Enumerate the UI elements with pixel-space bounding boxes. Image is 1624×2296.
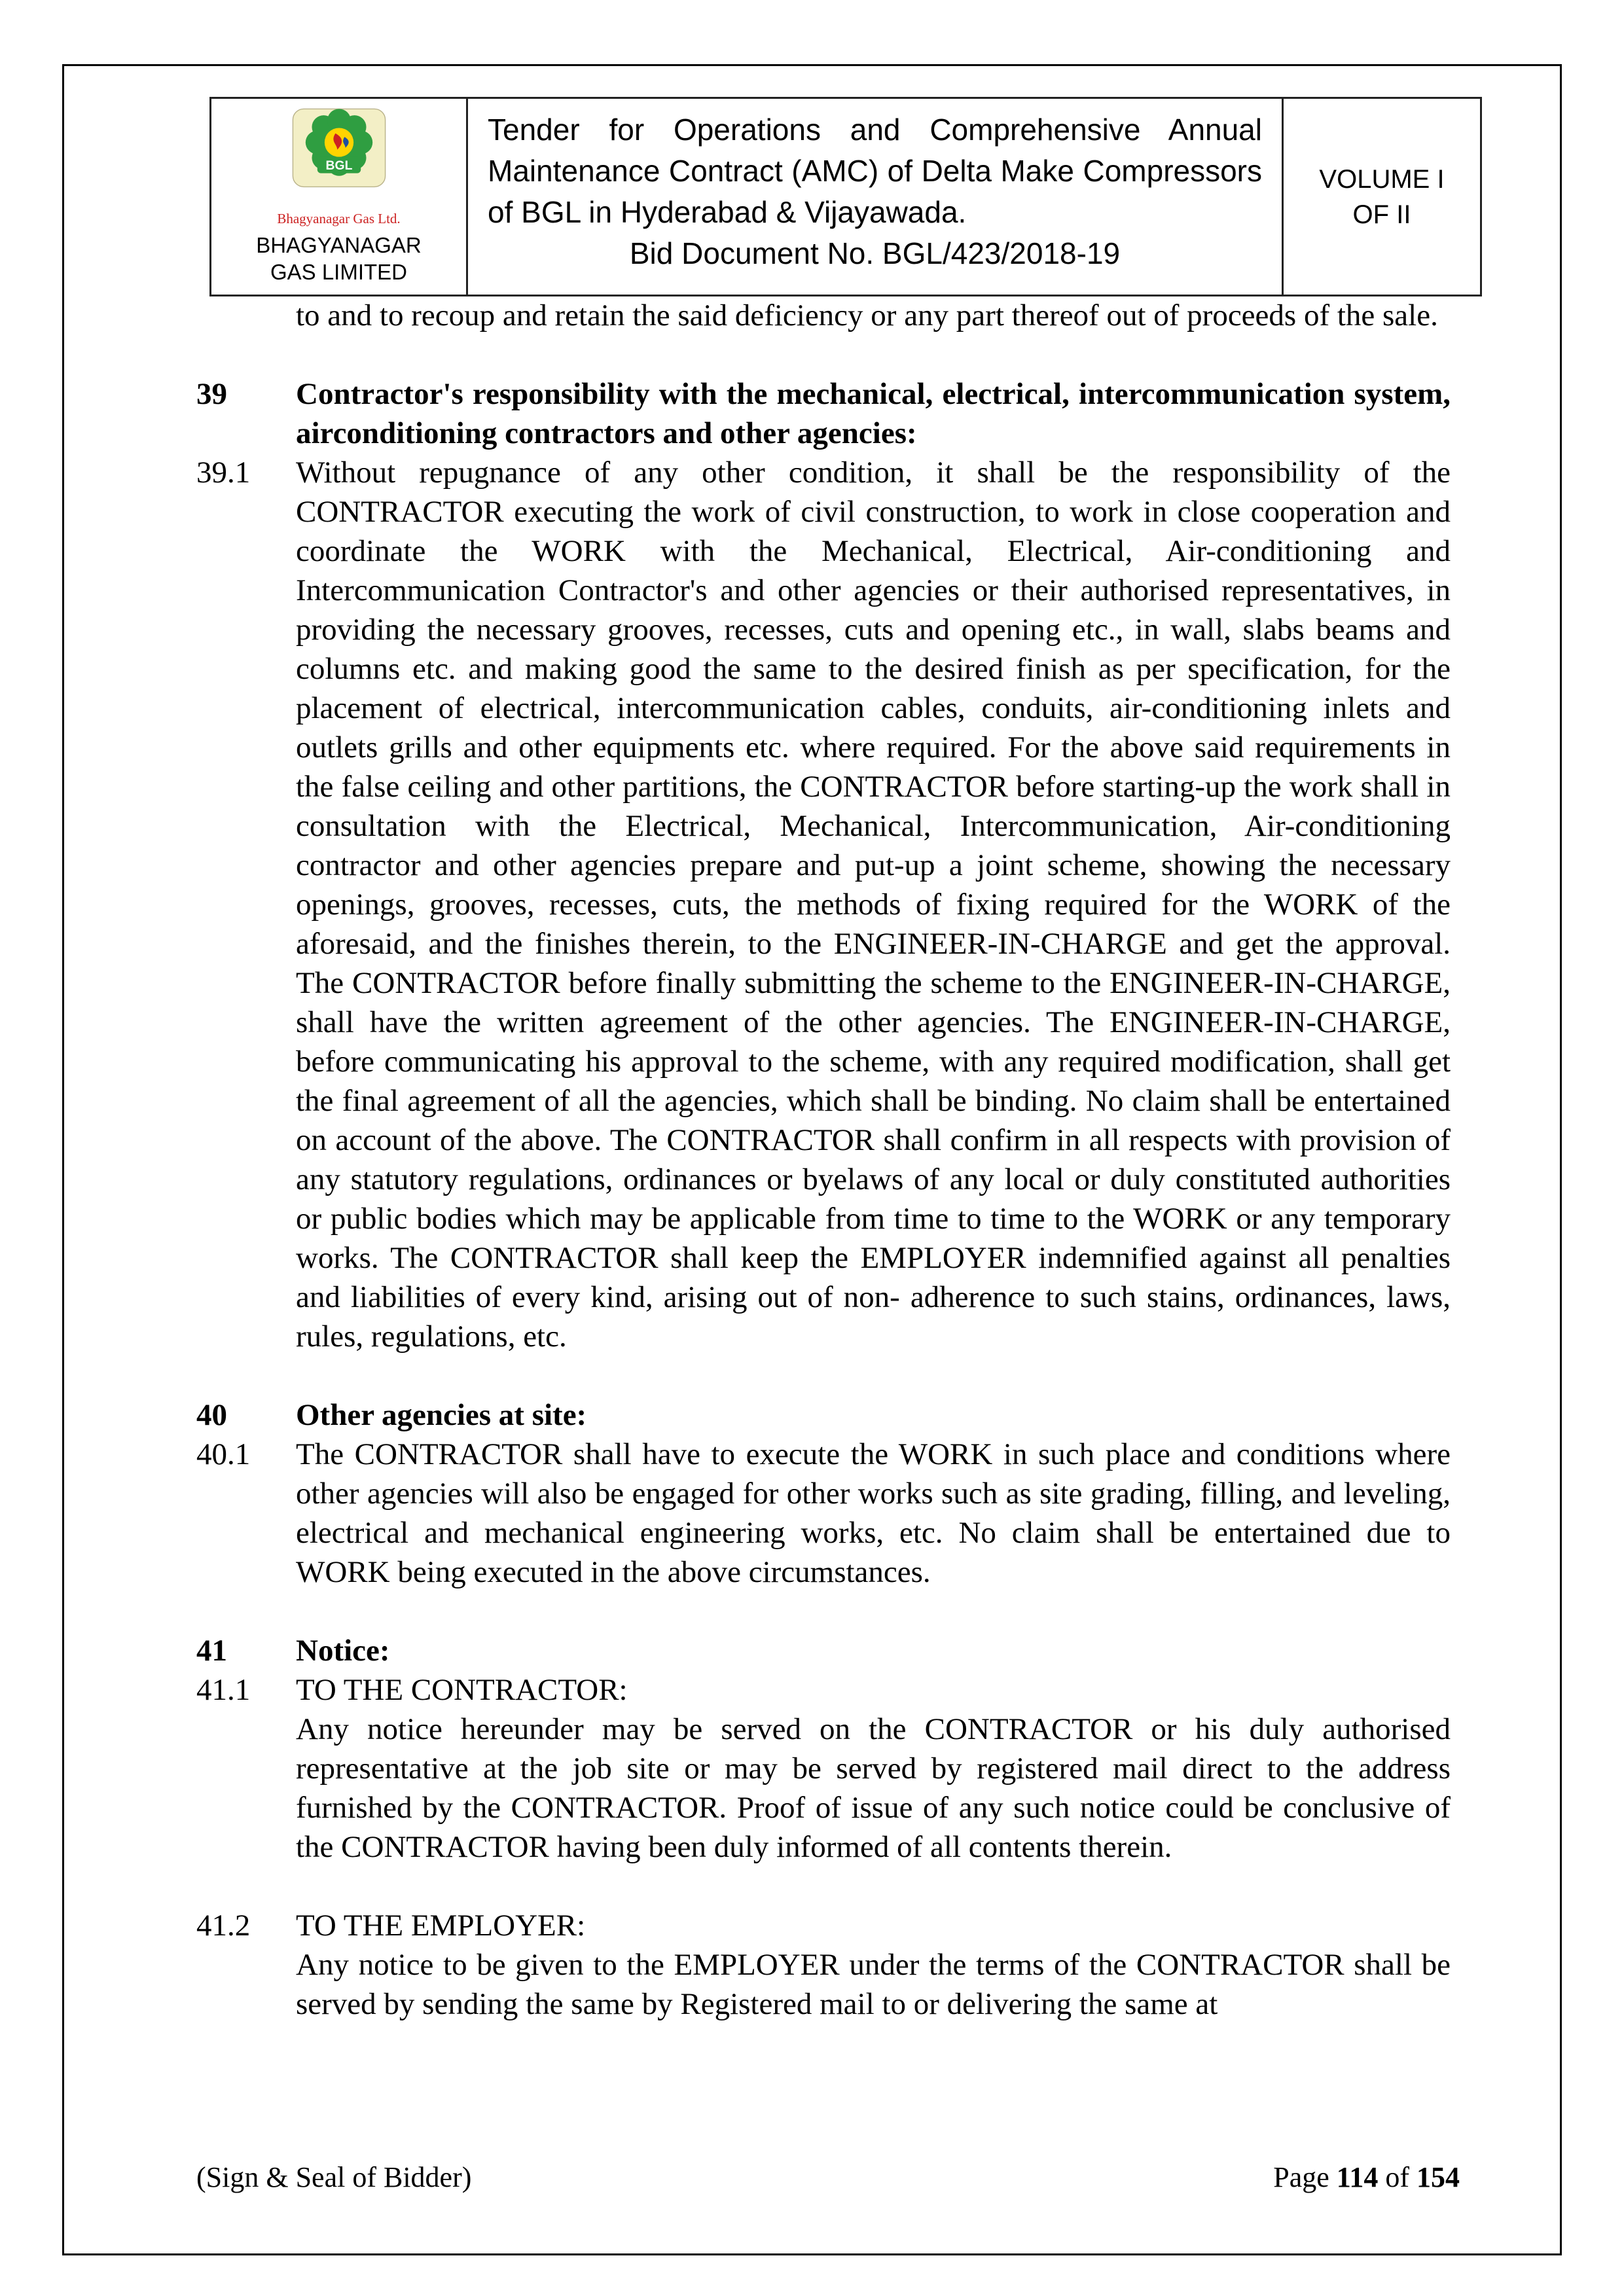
page-of-label: of — [1385, 2161, 1409, 2193]
header-table — [209, 97, 1482, 296]
clause-number: 39.1 — [196, 456, 251, 490]
clause-41-2-subheading: TO THE EMPLOYER: — [296, 1909, 586, 1943]
clause-41-1-subheading: TO THE CONTRACTOR: — [296, 1673, 628, 1707]
org-name: BHAGYANAGAR GAS LIMITED — [256, 233, 422, 284]
clause-39-heading-row — [196, 374, 1451, 453]
volume-line2: OF II — [1352, 200, 1411, 229]
clause-40-1-paragraph: The CONTRACTOR shall have to execute the WORK in such place and conditions where other agencies will also be engaged for other works such as site grading, filling, and leveling, electrical and mechanical engineering works, etc. No claim shall be entertained due to WORK being executed in the above circumstances. — [296, 1437, 1451, 1589]
clause-41-heading: Notice: — [296, 1634, 390, 1668]
clause-number: 40 — [196, 1398, 227, 1432]
clause-41-2-paragraph: Any notice to be given to the EMPLOYER under the terms of the CONTRACTOR shall be served by sending the same by Registered mail to or delivering the same at — [296, 1948, 1451, 2021]
volume-cell — [1284, 99, 1480, 295]
clause-number: 41.2 — [196, 1909, 251, 1943]
page-number — [1273, 2160, 1460, 2195]
title-cell — [468, 99, 1284, 295]
clause-41-2-subheading-row — [196, 1906, 1451, 1945]
clause-number: 41.1 — [196, 1673, 251, 1707]
clause-39-1-row — [196, 453, 1451, 1356]
clause-41-2-paragraph-row — [196, 1945, 1451, 2024]
bgl-logo-icon — [280, 108, 398, 209]
clause-40-heading: Other agencies at site: — [296, 1398, 587, 1432]
document-body — [196, 296, 1451, 2024]
clause-40-heading-row — [196, 1395, 1451, 1435]
clause-41-heading-row — [196, 1631, 1451, 1670]
clause-41-1-subheading-row — [196, 1670, 1451, 1710]
clause-41-1-paragraph: Any notice hereunder may be served on the CONTRACTOR or his duly authorised representative at the job site or may be served by registered mail direct to the address furnished by the CONTRACTOR. Proof of issue of any such notice could be conclusive of the CONTRACTOR having been duly informed of all contents therein. — [296, 1712, 1451, 1864]
clause-41-1-paragraph-row — [196, 1710, 1451, 1867]
clause-number: 39 — [196, 377, 227, 411]
clause-number-spacer — [196, 1710, 296, 1867]
clause-39-heading: Contractor's responsibility with the mechanical, electrical, intercommunication system, airconditioning contractors and other agencies: — [296, 377, 1451, 450]
clause-number-spacer — [196, 1945, 296, 2024]
clause-number: 41 — [196, 1634, 227, 1668]
logo-monogram: BGL — [325, 158, 352, 173]
clause-39-1-paragraph: Without repugnance of any other condition, it shall be the responsibility of the CONTRACTOR executing the work of civil construction, to work in close cooperation and coordinate the WORK with the Mechanical, Electrical, Air-conditioning and Intercommunication Contractor's and other agencies or their authorised representatives, in providing the necessary grooves, recesses, cuts and opening etc., in wall, slabs beams and columns etc. and making good the same to the desired finish as per specification, for the placement of electrical, intercommunication cables, conduits, air-conditioning inlets and outlets grills and other equipments etc. where required. For the above said requirements in the false ceiling and other partitions, the CONTRACTOR before starting-up the work shall in consultation with the Electrical, Mechanical, Intercommunication, Air-conditioning contractor and other agencies prepare and put-up a joint scheme, showing the necessary openings, grooves, recesses, cuts, the methods of fixing required for the WORK of the aforesaid, and the finishes therein, to the ENGINEER-IN-CHARGE and get the approval. The CONTRACTOR before finally submitting the scheme to the ENGINEER-IN-CHARGE, shall have the written agreement of the other agencies. The ENGINEER-IN-CHARGE, before communicating his approval to the scheme, with any required modification, shall get the final agreement of all the agencies, which shall be binding. No claim shall be entertained on account of the above. The CONTRACTOR shall confirm in all respects with provision of any statutory regulations, ordinances or byelaws of any local or duly constituted authorities or public bodies which may be applicable from time to time to the WORK or any temporary works. The CONTRACTOR shall keep the EMPLOYER indemnified against all penalties and liabilities of every kind, arising out of non- adherence to such stains, ordinances, laws, rules, regulations, etc. — [296, 456, 1451, 1354]
clause-number-spacer — [196, 296, 296, 335]
tender-title: Tender for Operations and Comprehensive Annual Maintenance Contract (AMC) of Delta Make Compressors of BGL in Hyderabad & Vijayawada. — [488, 113, 1262, 229]
page-label: Page — [1273, 2161, 1329, 2193]
sign-seal-note: (Sign & Seal of Bidder) — [196, 2161, 472, 2193]
page-footer — [196, 2160, 1460, 2195]
volume-line1: VOLUME I — [1319, 164, 1445, 194]
logo-cell — [211, 99, 468, 295]
clause-40-1-row — [196, 1435, 1451, 1592]
intro-paragraph-row — [196, 296, 1451, 335]
clause-number: 40.1 — [196, 1437, 251, 1471]
bid-document-number: Bid Document No. BGL/423/2018-19 — [629, 236, 1121, 270]
logo-tagline: Bhagyanagar Gas Ltd. — [277, 211, 401, 226]
page-current: 114 — [1336, 2161, 1379, 2193]
page-total: 154 — [1416, 2161, 1460, 2193]
intro-paragraph: to and to recoup and retain the said deficiency or any part thereof out of proceeds of the sale. — [296, 298, 1438, 332]
